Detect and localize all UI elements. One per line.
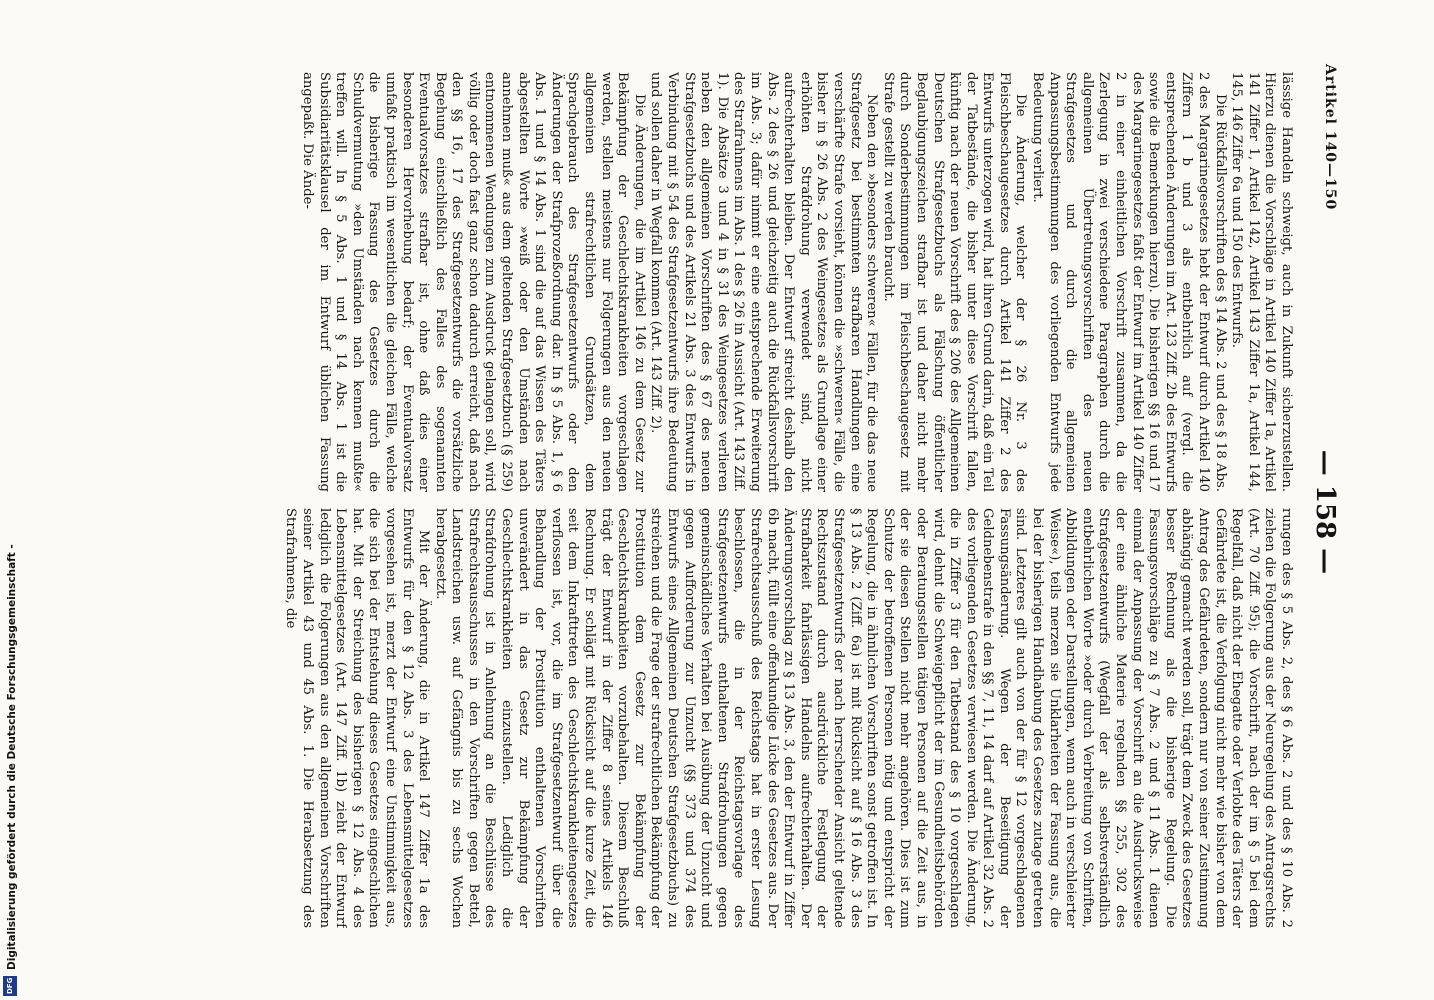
page-header (1308, 64, 1338, 960)
paragraph: Neben den »besonders schweren« Fällen, für die das neue Strafgesetz bei bestimmten strafbaren Handlungen eine verschärfte Strafe vorsieht, können die »schweren« Fälle, die bisher in § 26 Abs. 2 des Weingesetzes als Grundlage einer erhöhten Strafdrohung verwendet sind, nicht aufrechterhalten bleiben. Der Entwurf streicht deshalb den Abs. 2 des § 26 und gleichzeitig auch die Rückfallsvorschrift im Abs. 3; dafür nimmt er eine entsprechende Erweiterung des Strafrahmens im Abs. 1 des § 26 in Aussicht (Art. 143 Ziff. 1). Die Absätze 3 und 4 in § 31 des Weingesetzes verlieren neben den allgemeinen Vorschriften des § 67 des neuen Strafgesetzbuchs und des Artikels 21 Abs. 3 des Entwurfs in Verbindung mit § 54 des Strafgesetzentwurfs ihre Bedeutung und sollen daher in Wegfall kommen (Art. 143 Ziff. 2). (648, 72, 880, 492)
digitization-sidebar (0, 0, 18, 1000)
dfg-logo-icon: DFG (3, 976, 17, 996)
paragraph: Die Änderung, welcher der § 26 Nr. 3 des Fleischbeschaugesetzes durch Artikel 141 Ziffer 2 des Entwurfs unterzogen wird, hat ihren Grund darin, daß ein Teil der Tatbestände, die bisher unter diese Vorschrift fallen, künftig nach der neuen Vorschrift des § 206 des Allgemeinen Deutschen Strafgesetzbuchs als Fälschung öffentlicher Beglaubigungszeichen strafbar ist und daher nicht mehr durch Sonderbestimmungen im Fleischbeschaugesetz mit Strafe gestellt zu werden braucht. (880, 72, 1029, 492)
paragraph: rungen des § 5 Abs. 2, des § 6 Abs. 2 und des § 10 Abs. 2 ziehen die Folgerung aus der Neuregelung des Antragsrechts (Art. 70 Ziff. 95); die Vorschrift, nach der im § 5 bei dem Regelfall, daß nicht der Ehegatte oder Verlobte des Täters der Gefährdete ist, die Verfolgung nicht mehr wie bisher von dem Antrag des Gefährdeten, sondern nur von seiner Zustimmung abhängig gemacht werden soll, trägt dem Zweck des Gesetzes besser Rechnung als die bisherige Regelung. Die Fassungsvorschläge zu § 7 Abs. 2 und § 11 Abs. 1 dienen einmal der Anpassung der Vorschrift an die Ausdrucksweise der eine ähnliche Materie regelnden §§ 255, 302 des Strafgesetzentwurfs (Wegfall der als selbstverständlich entbehrlichen Worte »oder durch Verbreitung von Schriften, Abbildungen oder Darstellungen, wenn auch in verschleierter Weise«), teils merzen sie Unklarheiten der Fassung aus, die bei der bisherigen Handhabung des Gesetzes zutage getreten sind. Letzteres gilt auch von der für § 12 vorgeschlagenen Fassungsänderung. Wegen der Beseitigung der Geldnebenstrafe in den §§ 7, 11, 14 darf auf Artikel 32 Abs. 2 des vorliegenden Gesetzes verwiesen werden. Die Änderung, die in Ziffer 3 für den Tatbestand des § 10 vorgeschlagen wird, dehnt die Schweigepflicht der im Gesundheitsbehörden oder Beratungsstellen tätigen Personen auf die Zeit aus, in der sie diesen Stellen nicht mehr angehören. Dies ist zum Schutze der betroffenen Personen nötig und entspricht der Regelung, die in ähnlichen Vorschriften sonst getroffen ist. In § 13 Abs. 2 (Ziff. 6a) ist mit Rücksicht auf § 16 Abs. 3 des Strafgesetzentwurfs der nach herrschender Ansicht geltende Rechtszustand durch ausdrückliche Festlegung der Strafbarkeit fahrlässigen Handelns aufrechterhalten. Der Änderungsvorschlag zu § 13 Abs. 3, den der Entwurf in Ziffer 6b macht, füllt eine offenkundige Lücke des Gesetzes aus. Der Strafrechtsausschuß des Reichstags hat in erster Lesung beschlossen, die in der Reichstagsvorlage des Strafgesetzentwurfs enthaltenen Strafdrohungen gegen gemeinschädliches Verhalten bei Ausübung der Unzucht und gegen Aufforderung zur Unzucht (§§ 373 und 374 des Entwurfs eines Allgemeinen Deutschen Strafgesetzbuchs) zu streichen und die Frage der strafrechtlichen Bekämpfung der Prostitution dem Gesetz zur Bekämpfung der Geschlechtskrankheiten vorzubehalten. Diesem Beschluß trägt der Entwurf in der Ziffer 8 seines Artikels 146 Rechnung. Er schlägt mit Rücksicht auf die kurze Zeit, die seit dem Inkrafttreten des Geschlechtskrankheitengesetzes verflossen ist, vor, die im Strafgesetzentwurf über die Behandlung der Prostitution enthaltenen Vorschriften unverändert in das Gesetz zur Bekämpfung der Geschlechtskrankheiten einzustellen. Lediglich die Strafdrohung ist in Anlehnung an die Beschlüsse des Strafrechtsausschusses in den Vorschriften gegen Bettel, Landstreichen usw. auf Gefängnis bis zu sechs Wochen herabgesetzt. (432, 508, 1294, 928)
left-text-column (28, 72, 1294, 492)
digitization-note: Digitalisierung gefördert durch die Deutsche Forschungsgemeinschaft - (6, 544, 18, 970)
paragraph: lässige Handeln schweigt, auch in Zukunft sicherzustellen. Hierzu dienen die Vorschläge in Artikel 140 Ziffer 1a, Artikel 141 Ziffer 1, Artikel 142, Artikel 143 Ziffer 1a, Artikel 144, 145, 146 Ziffer 6a und 150 des Entwurfs. (1229, 72, 1294, 492)
paragraph: Die Änderungen, die im Artikel 146 zu dem Gesetz zur Bekämpfung der Geschlechtskrankheiten vorgeschlagen werden, stellen meistens nur Folgerungen aus den neuen allgemeinen strafrechtlichen Grundsätzen, dem Sprachgebrauch des Strafgesetzentwurfs oder den Änderungen der Strafprozeßordnung dar. In § 5 Abs. 1, § 6 Abs. 1 und § 14 Abs. 1 sind die auf das Wissen des Täters abgestellten Worte »weiß oder den Umständen nach annehmen muß« aus dem geltenden Strafgesetzbuch (§ 259) entnommenen Wendungen zum Ausdruck gelangen soll, wird völlig oder doch fast ganz schon dadurch erreicht, daß nach den §§ 16, 17 des Strafgesetzentwurfs die vorsätzliche Begehung einschließlich des Falles des sogenannten Eventualvorsatzes strafbar ist, ohne daß dies einer besonderen Hervorhebung bedarf; der Eventualvorsatz umfaßt praktisch im wesentlichen die gleichen Fälle, welche die bisherige Fassung des Gesetzes durch die Schuldvermutung »den Umständen nach kennen mußte« treffen will. In § 5 Abs. 1 und § 14 Abs. 1 ist die Subsidiaritätsklausel der im Entwurf üblichen Fassung angepaßt. Die Ände- (299, 72, 647, 492)
page-number: — 158 — (1310, 449, 1340, 575)
running-head: Artikel 140—150 (1322, 64, 1338, 211)
right-text-column (28, 508, 1294, 928)
paragraph: Mit der Änderung, die in Artikel 147 Ziffer 1a des Entwurfs für den § 12 Abs. 3 des Lebensmittelgesetzes vorgesehen ist, merzt der Entwurf eine Unstimmigkeit aus, die sich bei der Entstehung dieses Gesetzes eingeschlichen hat. Mit der Streichung des bisherigen § 12 Abs. 4 des Lebensmittelgesetzes (Art. 147 Ziff. 1b) zieht der Entwurf lediglich die Folgerungen aus den allgemeinen Vorschriften seiner Artikel 43 und 45 Abs. 1. Die Herabsetzung des Strafrahmens, die (283, 508, 432, 928)
paragraph: Die Rückfallsvorschriften des § 14 Abs. 2 und des § 18 Abs. 2 des Margarinegesetzes hebt der Entwurf durch Artikel 140 Ziffern 1 b und 3 als entbehrlich auf (vergl. die entsprechenden Änderungen im Art. 123 Ziff. 2b des Entwurfs sowie die Bemerkungen hierzu). Die bisherigen §§ 16 und 17 des Margarinegesetzes faßt der Entwurf im Artikel 140 Ziffer 2 in einer einheitlichen Vorschrift zusammen, da die Zerlegung in zwei verschiedene Paragraphen durch die allgemeinen Übertretungsvorschriften des neuen Strafgesetzes und durch die allgemeinen Anpassungsbestimmungen des vorliegenden Entwurfs jede Bedeutung verliert. (1030, 72, 1228, 492)
